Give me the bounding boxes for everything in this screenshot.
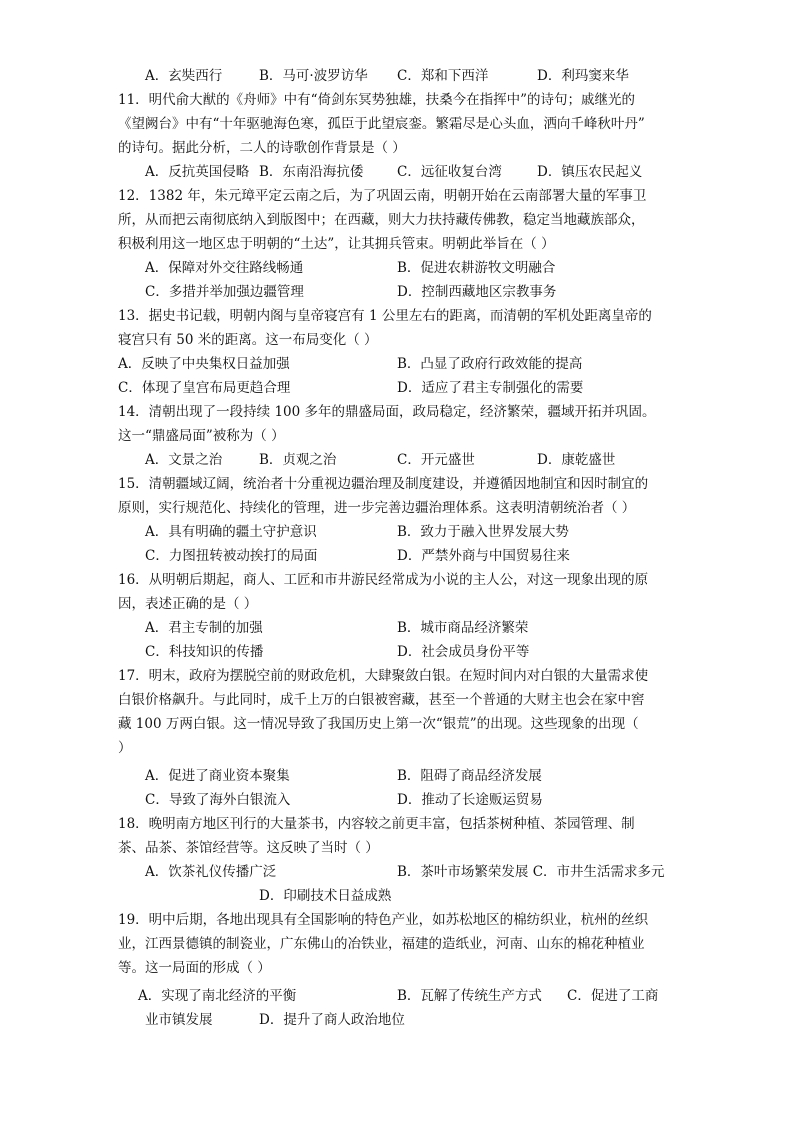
- q19-option-b: B．瓦解了传统生产方式: [397, 988, 542, 1004]
- q15-stem-line-2: 原则，实行规范化、持续化的管理，进一步完善边疆治理体系。这表明清朝统治者（ ）: [118, 500, 636, 516]
- q14-option-b: B．贞观之治: [259, 452, 337, 468]
- q11-stem-line-2: 《望阙台》中有“十年驱驰海色寒，孤臣于此望宸銮。繁霜尽是心头血，洒向千峰秋叶丹”: [118, 116, 645, 132]
- q17-option-c: C．导致了海外白银流入: [145, 792, 291, 808]
- q11-stem-line-3: 的诗句。据此分析，二人的诗歌创作背景是（ ）: [118, 140, 406, 156]
- q10-option-d: D．利玛窦来华: [537, 68, 629, 84]
- q19-option-c-part-2: 业市镇发展: [145, 1012, 213, 1028]
- q18-option-d: D．印刷技术日益成熟: [259, 888, 392, 904]
- q19-stem-line-2: 业，江西景德镇的制瓷业，广东佛山的冶铁业，福建的造纸业，河南、山东的棉花种植业: [118, 936, 645, 952]
- q18-stem-line-2: 茶、品茶、茶馆经营等。这反映了当时（ ）: [118, 840, 379, 856]
- q12-stem-line-2: 所，从而把云南彻底纳入到版图中；在西藏，则大力扶持藏传佛教，稳定当地藏族部众，: [118, 212, 645, 228]
- q13-option-b: B．凸显了政府行政效能的提高: [397, 356, 583, 372]
- q17-stem-line-4: ）: [118, 740, 132, 756]
- q13-option-a: A．反映了中央集权日益加强: [118, 356, 290, 372]
- q18-option-a: A．饮茶礼仪传播广泛: [145, 864, 277, 880]
- q17-stem-line-1: 17．明末，政府为摆脱空前的财政危机，大肆聚敛白银。在短时间内对白银的大量需求使: [118, 668, 649, 684]
- q15-option-b: B．致力于融入世界发展大势: [397, 524, 569, 540]
- q14-stem-line-2: 这一“鼎盛局面”被称为（ ）: [118, 428, 285, 444]
- q12-option-a: A．保障对外交往路线畅通: [145, 260, 304, 276]
- q12-option-c: C．多措并举加强边疆管理: [145, 284, 304, 300]
- q13-option-d: D．适应了君主专制强化的需要: [397, 380, 584, 396]
- q14-option-a: A．文景之治: [145, 452, 223, 468]
- q12-stem-line-3: 积极利用这一地区忠于明朝的“土达”，让其拥兵管束。明朝此举旨在（ ）: [118, 236, 555, 252]
- q16-option-a: A．君主专制的加强: [145, 620, 263, 636]
- q12-stem-line-1: 12．1382 年，朱元璋平定云南之后，为了巩固云南，明朝开始在云南部署大量的军事卫: [118, 188, 647, 204]
- q17-option-a: A．促进了商业资本聚集: [145, 768, 290, 784]
- q19-option-d: D．提升了商人政治地位: [259, 1012, 405, 1028]
- q15-option-d: D．严禁外商与中国贸易往来: [397, 548, 570, 564]
- q16-option-c: C．科技知识的传播: [145, 644, 264, 660]
- q11-option-a: A．反抗英国侵略: [145, 164, 250, 180]
- q13-stem-line-2: 寝宫只有 50 米的距离。这一布局变化（ ）: [118, 332, 378, 348]
- q11-option-d: D．镇压农民起义: [537, 164, 643, 180]
- q17-option-b: B．阻碍了商品经济发展: [397, 768, 542, 784]
- q13-stem-line-1: 13．据史书记载，明朝内阁与皇帝寝宫有 1 公里左右的距离，而清朝的军机处距离皇帝的: [118, 308, 652, 324]
- q15-option-a: A．具有明确的疆土守护意识: [145, 524, 317, 540]
- q12-option-d: D．控制西藏地区宗教事务: [397, 284, 557, 300]
- q11-option-b: B．东南沿海抗倭: [259, 164, 364, 180]
- q17-stem-line-3: 藏 100 万两白银。这一情况导致了我国历史上第一次“银荒”的出现。这些现象的出现（: [118, 716, 639, 732]
- q10-option-c: C．郑和下西洋: [397, 68, 489, 84]
- q19-stem-line-3: 等。这一局面的形成（ ）: [118, 960, 271, 976]
- q14-option-c: C．开元盛世: [397, 452, 475, 468]
- q11-option-c: C．远征收复台湾: [397, 164, 502, 180]
- q18-option-bc: B．茶叶市场繁荣发展 C．市井生活需求多元: [397, 864, 665, 880]
- q15-stem-line-1: 15．清朝疆域辽阔，统治者十分重视边疆治理及制度建设，并遵循因地制宜和因时制宜的: [118, 476, 649, 492]
- q16-option-b: B．城市商品经济繁荣: [397, 620, 529, 636]
- q19-stem-line-1: 19．明中后期，各地出现具有全国影响的特色产业，如苏松地区的棉纺织业，杭州的丝织: [118, 912, 649, 928]
- q17-stem-line-2: 白银价格飙升。与此同时，成千上万的白银被窖藏，甚至一个普通的大财主也会在家中窖: [118, 692, 645, 708]
- q14-stem-line-1: 14．清朝出现了一段持续 100 多年的鼎盛局面，政局稳定，经济繁荣，疆域开拓并巩固。: [118, 404, 656, 420]
- q18-stem-line-1: 18．晚明南方地区刊行的大量茶书，内容较之前更丰富，包括茶树种植、茶园管理、制: [118, 816, 635, 832]
- q10-option-b: B．马可·波罗访华: [259, 68, 368, 84]
- q10-option-a: A．玄奘西行: [145, 68, 223, 84]
- q12-option-b: B．促进农耕游牧文明融合: [397, 260, 556, 276]
- q16-stem-line-1: 16．从明朝后期起，商人、工匠和市井游民经常成为小说的主人公，对这一现象出现的原: [118, 572, 649, 588]
- q17-option-d: D．推动了长途贩运贸易: [397, 792, 543, 808]
- q14-option-d: D．康乾盛世: [537, 452, 616, 468]
- q11-stem-line-1: 11．明代俞大猷的《舟师》中有“倚剑东冥势独雄，扶桑今在指挥中”的诗句；戚继光的: [118, 92, 635, 108]
- q19-option-a: A．实现了南北经济的平衡: [138, 988, 297, 1004]
- q16-stem-line-2: 因，表述正确的是（ ）: [118, 596, 258, 612]
- q16-option-d: D．社会成员身份平等: [397, 644, 530, 660]
- q15-option-c: C．力图扭转被动挨打的局面: [145, 548, 318, 564]
- q19-option-c-part-1: C．促进了工商: [567, 988, 659, 1004]
- q13-option-c: C．体现了皇宫布局更趋合理: [118, 380, 291, 396]
